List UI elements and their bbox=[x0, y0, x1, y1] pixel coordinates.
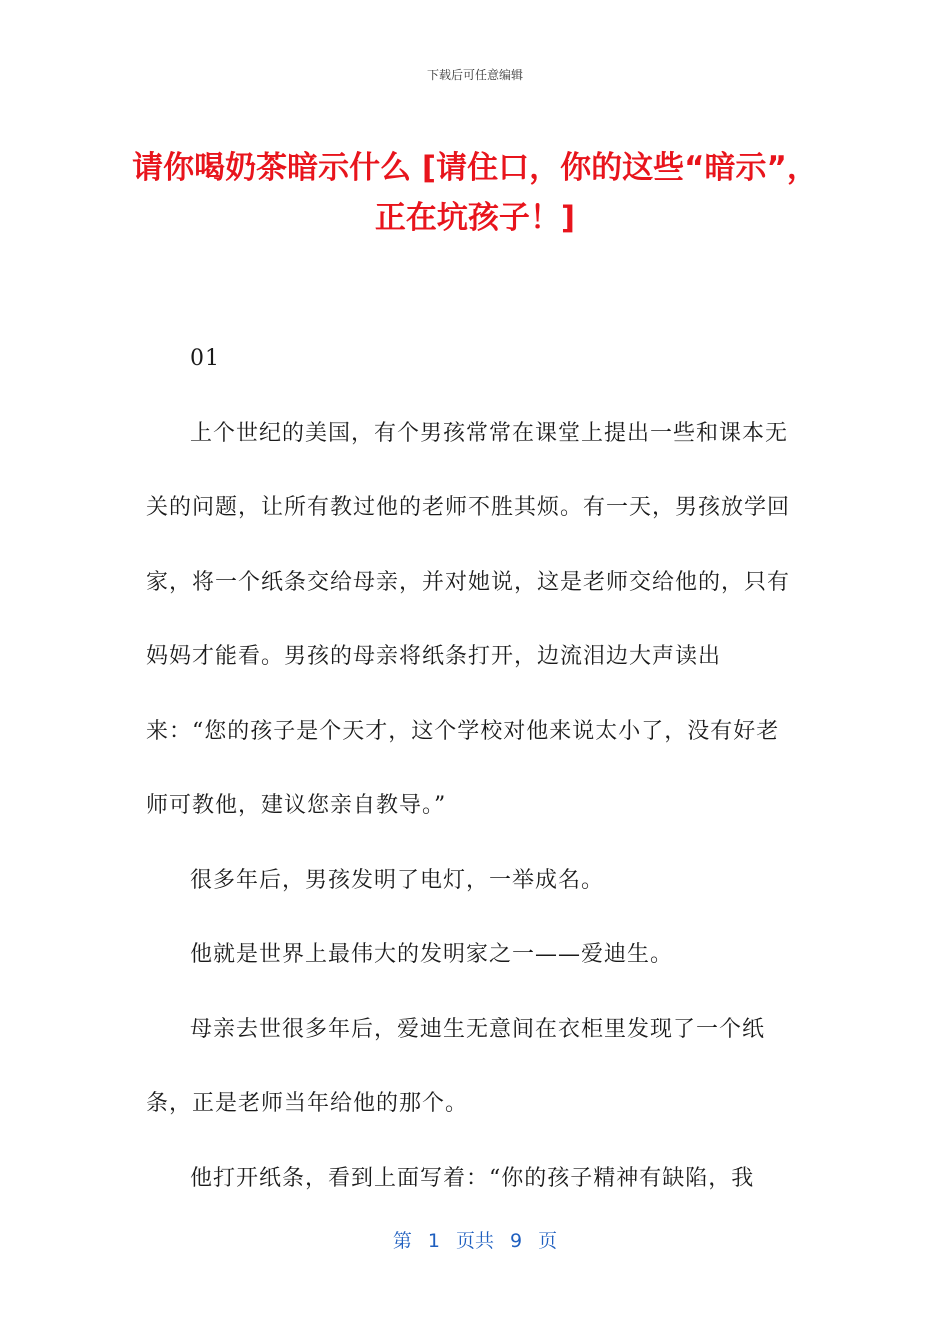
document-body bbox=[146, 322, 796, 1216]
paragraph-section-number: 01 bbox=[190, 346, 220, 371]
footer-current-page: 1 bbox=[427, 1230, 440, 1252]
footer-prefix: 第 bbox=[392, 1230, 412, 1252]
paragraph: 母亲去世很多年后，爱迪生无意间在衣柜里发现了一个纸条，正是老师当年给他的那个。 bbox=[146, 1016, 766, 1116]
paragraph: 他打开纸条，看到上面写着：“你的孩子精神有缺陷，我 bbox=[190, 1165, 755, 1191]
paragraph: 上个世纪的美国，有个男孩常常在课堂上提出一些和课本无关的问题，让所有教过他的老师不胜其烦。有一天，男孩放学回家，将一个纸条交给母亲，并对她说，这是老师交给他的，只有妈妈才能看。男孩的母亲将纸条打开，边流泪边大声读出来：“您的孩子是个天才，这个学校对他来说太小了，没有好老师可教他，建议您亲自教导。” bbox=[146, 420, 791, 818]
page-footer bbox=[0, 1226, 950, 1253]
footer-suffix: 页 bbox=[538, 1230, 558, 1252]
header-note: 下载后可任意编辑 bbox=[426, 68, 523, 82]
document-title: 请你喝奶茶暗示什么 [请住口，你的这些“暗示”，正在坑孩子！] bbox=[132, 150, 818, 236]
footer-mid: 页共 bbox=[455, 1230, 494, 1252]
paragraph: 他就是世界上最伟大的发明家之一——爱迪生。 bbox=[190, 942, 674, 967]
footer-total-pages: 9 bbox=[510, 1230, 523, 1252]
paragraph: 很多年后，男孩发明了电灯，一举成名。 bbox=[190, 867, 605, 893]
